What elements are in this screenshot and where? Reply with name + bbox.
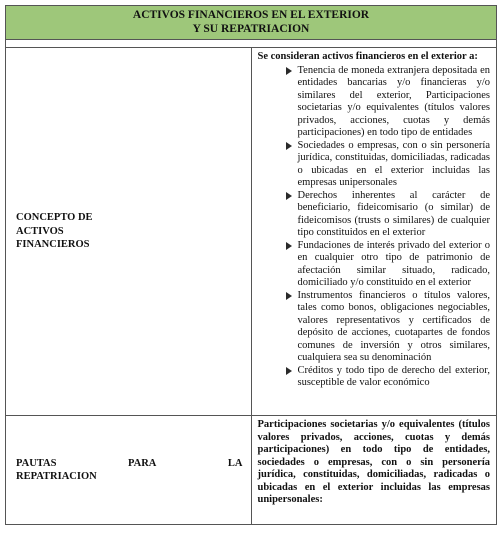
- list-item-text: Créditos y todo tipo de derecho del exterior, susceptible de valor económico: [297, 364, 490, 388]
- pautas-text: Participaciones societarias y/o equivalentes (títulos valores privados, acciones, cuotas y demás participaciones) en todo tipo de entidades, sociedades o empresas, con o sin personería jurídica, constituidas, domiciliadas, radicadas o ubicadas en el exterior incluidas las empresas unipersonales:: [257, 419, 490, 505]
- list-item: [258, 240, 491, 290]
- list-item-text: Fundaciones de interés privado del exterior o en cualquier otro tipo de patrimonio de afectación similar situado, radicado, domiciliado y/o constituido en el exterior: [297, 239, 490, 288]
- concepto-list: [258, 65, 491, 390]
- pautas-content: [251, 416, 497, 525]
- list-item: [258, 365, 491, 390]
- spacer-row: [6, 40, 497, 48]
- pautas-label-line-2: REPATRIACION: [16, 471, 97, 482]
- list-item-text: Instrumentos financieros o títulos valores, tales como bonos, obligaciones negociables, valores representativos y certificados de depósito de acciones, cuotapartes de fondos comunes de inversión y otros similares, cualquiera sea su denominación: [297, 289, 490, 363]
- table-header: [6, 6, 497, 40]
- list-item: [258, 140, 491, 190]
- pautas-row: [6, 416, 497, 525]
- pautas-label: [6, 416, 252, 525]
- financial-assets-table: [5, 5, 497, 525]
- header-line-1: ACTIVOS FINANCIEROS EN EL EXTERIOR: [132, 9, 370, 21]
- concepto-label: [6, 48, 252, 416]
- concepto-label-line-3: FINANCIEROS: [16, 239, 90, 251]
- header-line-2: Y SU REPATRIACION: [192, 23, 310, 35]
- list-item: [258, 290, 491, 365]
- arrow-bullet-icon: [286, 192, 292, 200]
- concepto-label-line-1: CONCEPTO DE: [16, 212, 93, 224]
- list-item: [258, 65, 491, 140]
- arrow-bullet-icon: [286, 242, 292, 250]
- concepto-intro: Se consideran activos financieros en el exterior a:: [257, 51, 478, 62]
- list-item: [258, 190, 491, 240]
- concepto-content: [251, 48, 497, 416]
- arrow-bullet-icon: [286, 67, 292, 75]
- financial-assets-table-page: [5, 5, 497, 525]
- pautas-label-line-1: PAUTAS PARA LA: [16, 457, 243, 469]
- list-item-text: Derechos inherentes al carácter de beneficiario, fideicomisario (o similar) de fideicomisos (trusts o similares) de cualquier tipo constituidos en el exterior: [297, 189, 490, 238]
- arrow-bullet-icon: [286, 142, 292, 150]
- list-item-text: Sociedades o empresas, con o sin personería jurídica, constituidas, domiciliadas, radicadas o ubicadas en el exterior incluidas las empresas unipersonales: [297, 139, 490, 188]
- arrow-bullet-icon: [286, 367, 292, 375]
- list-item-text: Tenencia de moneda extranjera depositada en entidades bancarias y/o financieras y/o similares del exterior, Participaciones societarias y/o equivalentes (títulos valores privados, acciones, cuotas y demás participaciones) en todo tipo de entidades: [297, 64, 490, 138]
- concepto-label-line-2: ACTIVOS: [16, 225, 64, 237]
- arrow-bullet-icon: [286, 292, 292, 300]
- concepto-row: [6, 48, 497, 416]
